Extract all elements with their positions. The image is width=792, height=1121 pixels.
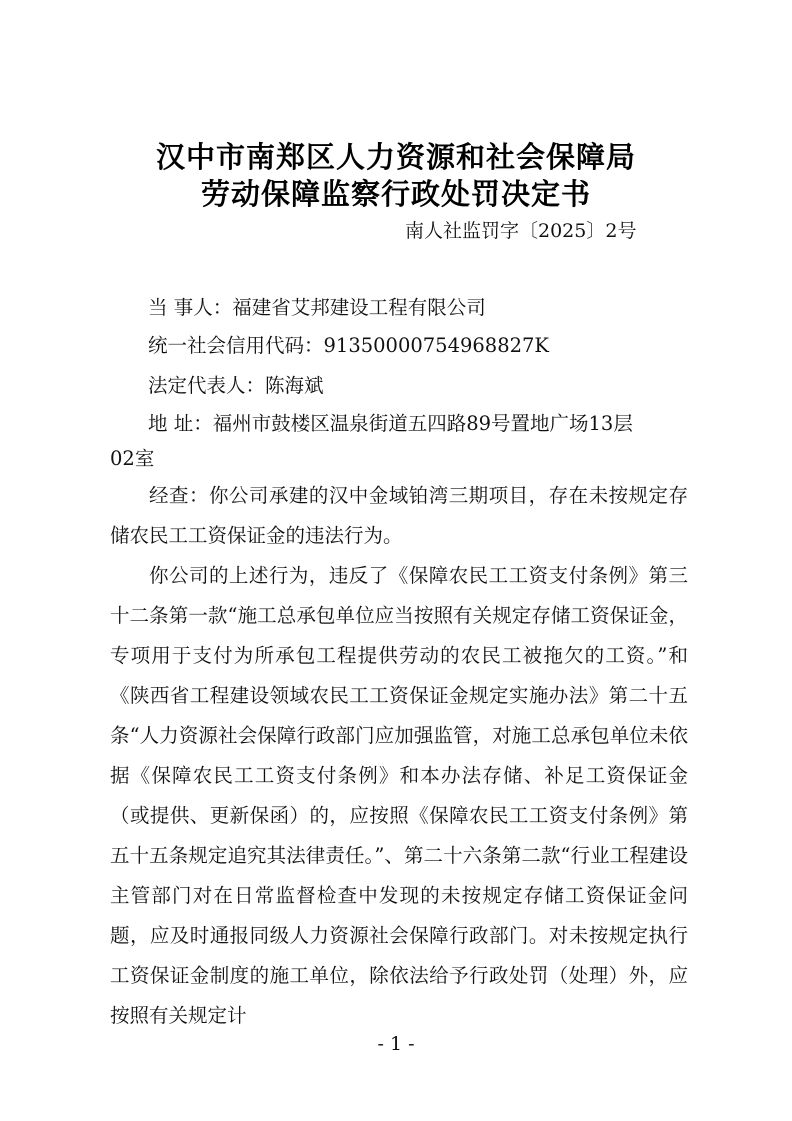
legal-representative-line: 法定代表人：陈海斌 bbox=[148, 374, 324, 397]
document-number: 南人社监罚字〔2025〕2号 bbox=[405, 220, 637, 242]
page-number: - 1 - bbox=[377, 1033, 415, 1055]
party-name-line: 当 事人：福建省艾邦建设工程有限公司 bbox=[148, 296, 486, 319]
findings-paragraph: 经查：你公司承建的汉中金域铂湾三期项目，存在未按规定存储农民工工资保证金的违法行为。 bbox=[110, 484, 688, 547]
violation-paragraph: 你公司的上述行为，违反了《保障农民工工资支付条例》第三十二条第一款“施工总承包单位应当按照有关规定存储工资保证金，专项用于支付为所承包工程提供劳动的农民工被拖欠的工资。”和《陕西省工程建设领域农民工工资保证金规定实施办法》第二十五条“人力资源社会保障行政部门应加强监管，对施工总承包单位未依据《保障农民工工资支付条例》和本办法存储、补足工资保证金（或提供、更新保函）的，应按照《保障农民工工资支付条例》第五十五条规定追究其法律责任。”、第二十六条第二款“行业工程建设主管部门对在日常监督检查中发现的未按规定存储工资保证金问题，应及时通报同级人力资源社会保障行政部门。对未按规定执行工资保证金制度的施工单位，除依法给予行政处罚（处理）外，应按照有关规定计 bbox=[110, 564, 688, 1027]
document-title-type: 劳动保障监察行政处罚决定书 bbox=[200, 177, 591, 211]
address-line: 地 址：福州市鼓楼区温泉街道五四路89号置地广场13层 bbox=[148, 412, 633, 435]
address-line-continued: 02室 bbox=[110, 447, 155, 470]
credit-code-line: 统一社会信用代码：91350000754968827K bbox=[148, 334, 549, 357]
document-title-authority: 汉中市南郑区人力资源和社会保障局 bbox=[155, 140, 636, 174]
